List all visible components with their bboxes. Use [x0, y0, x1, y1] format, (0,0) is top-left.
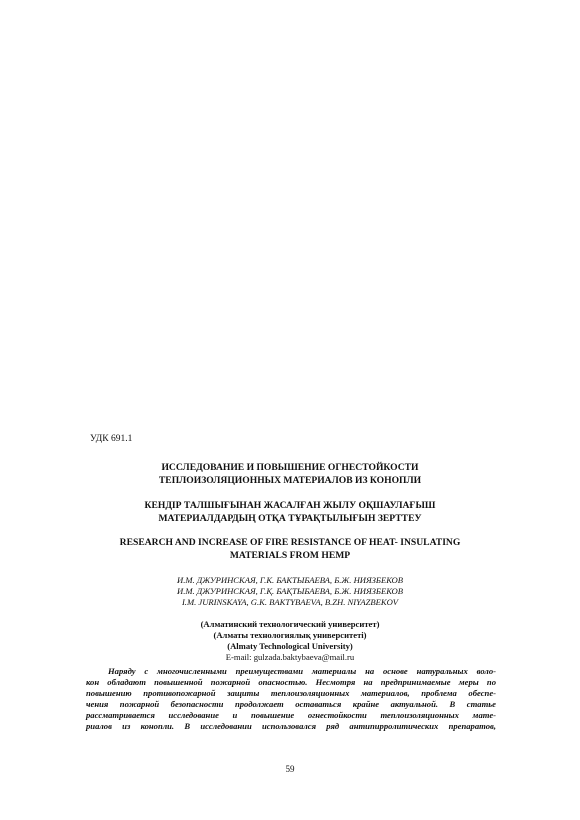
affiliation-kazakh: (Алматы технологиялық университеті): [213, 630, 367, 640]
affiliation-block: [0, 619, 580, 663]
abstract-line: рассматривается исследование и повышение огнестойкости теплоизоляционных мате-: [86, 710, 496, 720]
affiliation-russian: (Алматинский технологический университет): [200, 619, 380, 629]
authors-block: [0, 575, 580, 608]
authors-russian: И.М. ДЖУРИНСКАЯ, Г.К. БАКТЫБАЕВА, Б.Ж. НИЯЗБЕКОВ: [177, 575, 403, 585]
title-kazakh-line: МАТЕРИАЛДАРДЫҢ ОТҚА ТҰРАҚТЫЛЫҒЫН ЗЕРТТЕУ: [158, 512, 422, 524]
title-russian: [0, 462, 580, 487]
abstract: [86, 666, 496, 732]
authors-english: I.M. JURINSKAYA, G.K. BAKTYBAEVA, B.ZH. NIYAZBEKOV: [181, 597, 399, 607]
abstract-line: кон обладают повышенной пожарной опасностью. Несмотря на предпринимаемые меры по: [86, 677, 496, 687]
title-english: [0, 537, 580, 562]
title-english-line: MATERIALS FROM HEMP: [229, 549, 351, 561]
abstract-line: риалов из конопли. В исследовании использовался ряд антипирролитических препаратов,: [86, 721, 496, 731]
page-number: 59: [285, 764, 295, 774]
abstract-line: чения пожарной безопасности продолжает оставаться крайне актуальной. В статье: [86, 699, 496, 709]
title-russian-line: ИССЛЕДОВАНИЕ И ПОВЫШЕНИЕ ОГНЕСТОЙКОСТИ: [161, 462, 419, 473]
title-kazakh-line: КЕНДІР ТАЛШЫҒЫНАН ЖАСАЛҒАН ЖЫЛУ ОҚШАУЛАҒЫШ: [144, 500, 436, 511]
abstract-line: Наряду с многочисленными преимуществами материалы на основе натуральных воло-: [108, 666, 496, 676]
affiliation-english: (Almaty Technological University): [227, 641, 353, 651]
title-english-line: RESEARCH AND INCREASE OF FIRE RESISTANCE OF HEAT- INSULATING: [119, 537, 461, 548]
contact-email: E-mail: gulzada.baktybaeva@mail.ru: [225, 652, 355, 662]
title-russian-line: ТЕПЛОИЗОЛЯЦИОННЫХ МАТЕРИАЛОВ ИЗ КОНОПЛИ: [158, 474, 422, 486]
udk-code: УДК 691.1: [90, 434, 133, 444]
authors-kazakh: И.М. ДЖУРИНСКАЯ, Г.Қ. БАҚТЫБАЕВА, Б.Ж. НИЯЗБЕКОВ: [177, 586, 403, 596]
title-kazakh: [0, 500, 580, 525]
abstract-line: повышению противопожарной защиты теплоизоляционных материалов, проблема обеспе-: [86, 688, 496, 698]
